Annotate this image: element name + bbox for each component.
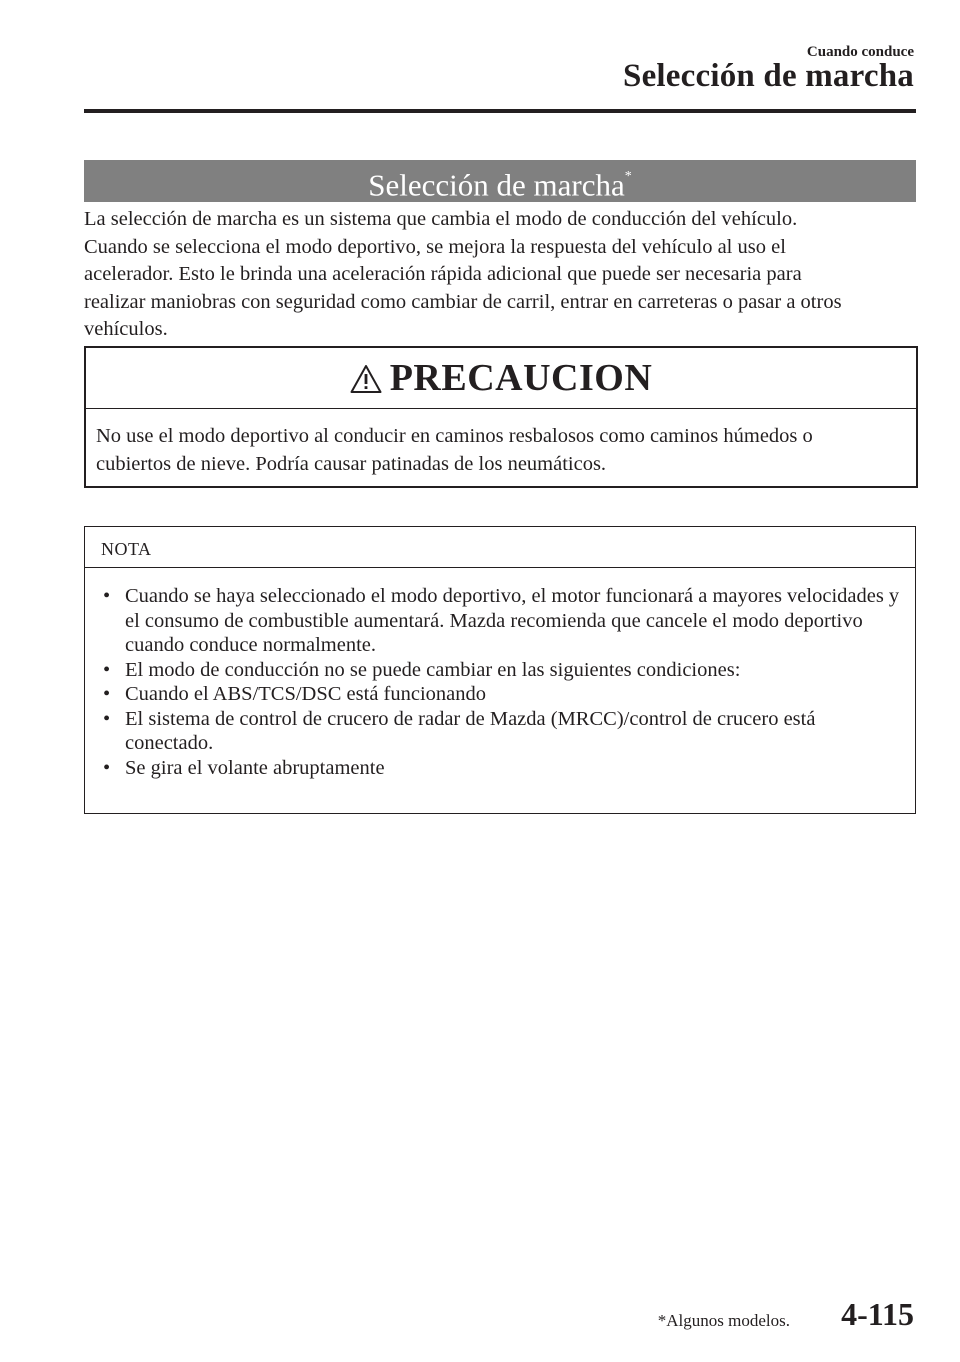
page-title: Selección de marcha — [623, 58, 914, 94]
page-number: 4-115 — [841, 1296, 914, 1332]
note-content — [85, 568, 915, 780]
caution-line: No use el modo deportivo al conducir en caminos resbalosos como caminos húmedos o — [96, 425, 813, 447]
list-item-text: El modo de conducción no se puede cambiar en las siguientes condiciones: — [125, 658, 741, 681]
note-sublist — [99, 682, 905, 780]
list-item-text: Se gira el volante abruptamente — [125, 756, 385, 779]
list-item — [99, 658, 905, 683]
note-title: NOTA — [101, 539, 152, 559]
caution-text — [86, 409, 916, 478]
bullet: • — [103, 585, 111, 607]
header-rule — [84, 109, 916, 113]
caution-box — [84, 346, 918, 488]
bullet: • — [103, 683, 111, 705]
intro-line: acelerador. Esto le brinda una aceleración rápida adicional que puede ser necesaria para — [84, 263, 802, 285]
list-item-text: Cuando se haya seleccionado el modo deportivo, el motor funcionará a mayores velocidades y el consumo de combustible aumentará. Mazda recomienda que cancele el modo deportivo cuando conduce normalmente. — [125, 585, 900, 656]
footnote: *Algunos modelos. — [657, 1311, 790, 1330]
caution-line: cubiertos de nieve. Podría causar patinadas de los neumáticos. — [96, 452, 607, 475]
intro-paragraph — [84, 206, 920, 344]
section-header: Cuando conduce — [806, 44, 914, 60]
note-list — [99, 584, 905, 682]
footnote-mark: * — [624, 169, 632, 184]
list-item — [99, 707, 905, 756]
warning-triangle-icon — [350, 364, 382, 394]
list-item — [99, 756, 905, 781]
bullet: • — [103, 658, 111, 681]
list-item-text: El sistema de control de crucero de radar de Mazda (MRCC)/control de crucero está conectado. — [125, 707, 816, 754]
intro-line: vehículos. — [84, 318, 168, 340]
intro-line: Cuando se selecciona el modo deportivo, se mejora la respuesta del vehículo al uso el — [84, 235, 786, 258]
caution-title: PRECAUCION — [389, 357, 653, 399]
list-item-text: Cuando el ABS/TCS/DSC está funcionando — [125, 683, 487, 705]
intro-line: La selección de marcha es un sistema que cambia el modo de conducción del vehículo. — [84, 208, 798, 230]
note-header — [85, 527, 915, 568]
intro-line: realizar maniobras con seguridad como cambiar de carril, entrar en carreteras o pasar a otros — [84, 290, 842, 313]
section-banner — [84, 160, 916, 202]
caution-header — [86, 348, 916, 409]
list-item — [99, 584, 905, 658]
bullet: • — [103, 707, 111, 730]
list-item — [99, 682, 905, 707]
bullet: • — [103, 756, 111, 779]
note-box — [84, 526, 916, 814]
banner-title: Selección de marcha — [368, 167, 625, 203]
